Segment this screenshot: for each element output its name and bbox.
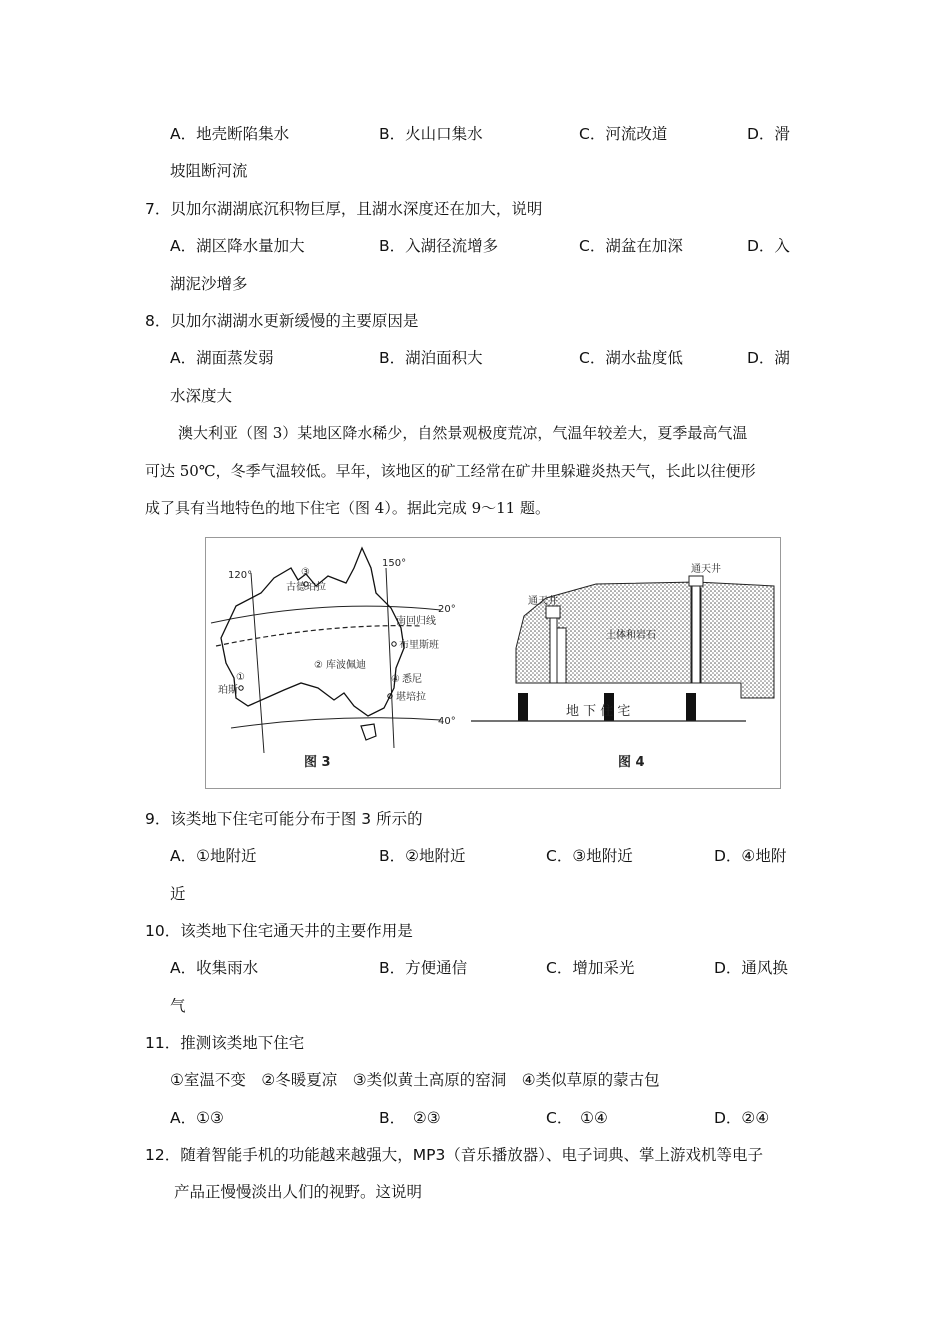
- meridian-150: [386, 568, 394, 748]
- pillar-3: [686, 693, 696, 721]
- q10-option-wrap: 气: [170, 997, 186, 1015]
- label-lon-150: 150°: [382, 558, 407, 569]
- q6-option-a: A．地壳断陷集水: [170, 125, 290, 143]
- q12-stem-wrap: 产品正慢慢淡出人们的视野。这说明: [174, 1183, 423, 1201]
- label-place-5: 堪培拉: [396, 692, 426, 703]
- q8-option-wrap: 水深度大: [170, 387, 233, 405]
- q11-items: ①室温不变 ②冬暖夏凉 ③类似黄土高原的窑洞 ④类似草原的蒙古包: [170, 1071, 660, 1089]
- q8-option-a: A．湖面蒸发弱: [170, 349, 274, 367]
- shaft-left-cap: [546, 606, 560, 618]
- passage-line-2: 可达 50℃，冬季气温较低。早年，该地区的矿工经常在矿井里躲避炎热天气，长此以往便形: [145, 462, 756, 480]
- q7-stem: 7．贝加尔湖湖底沉积物巨厚，且湖水深度还在加大，说明: [145, 200, 543, 218]
- q8-stem: 8．贝加尔湖湖水更新缓慢的主要原因是: [145, 312, 419, 330]
- label-place-2: 库波佩迪: [326, 660, 366, 671]
- label-rock: 土体和岩石: [606, 630, 656, 641]
- tropic-line: [216, 626, 421, 646]
- label-tropic: 南回归线: [396, 616, 436, 627]
- q10-option-d: D．通风换: [714, 959, 788, 977]
- pillar-1: [518, 693, 528, 721]
- q11-option-a: A．①③: [170, 1109, 224, 1127]
- q11-stem: 11．推测该类地下住宅: [145, 1034, 305, 1052]
- q7-option-a: A．湖区降水量加大: [170, 237, 305, 255]
- label-lat-40: 40°: [438, 716, 456, 727]
- label-place-1: 古德珀拉: [286, 582, 326, 593]
- q11-option-b: B． ②③: [379, 1109, 441, 1127]
- meridian-120: [251, 573, 264, 753]
- q6-option-c: C．河流改道: [579, 125, 668, 143]
- tasmania-outline: [361, 724, 376, 740]
- q8-option-b: B．湖泊面积大: [379, 349, 483, 367]
- marker-2: ②: [314, 660, 323, 671]
- label-place-6: 珀斯: [218, 685, 238, 696]
- q6-option-b: B．火山口集水: [379, 125, 483, 143]
- q7-option-b: B．入湖径流增多: [379, 237, 499, 255]
- label-place-3: 布里斯班: [399, 640, 439, 651]
- caption-fig3: 图 3: [304, 755, 331, 770]
- q6-option-d: D．滑: [747, 125, 790, 143]
- q9-option-d: D．④地附: [714, 847, 787, 865]
- marker-1: ①: [236, 672, 245, 683]
- q11-option-c: C． ①④: [546, 1109, 608, 1127]
- q8-option-d: D．湖: [747, 349, 790, 367]
- q10-option-c: C．增加采光: [546, 959, 635, 977]
- q10-stem: 10．该类地下住宅通天井的主要作用是: [145, 922, 413, 940]
- dot-place-6: [239, 686, 243, 690]
- passage-line-1: 澳大利亚（图 3）某地区降水稀少，自然景观极度荒凉，气温年较差大，夏季最高气温: [178, 424, 748, 442]
- q9-option-c: C．③地附近: [546, 847, 633, 865]
- shaft-right: [692, 586, 700, 683]
- label-shaft-left: 通天井: [528, 596, 558, 607]
- dot-place-3: [392, 642, 396, 646]
- q10-option-b: B．方便通信: [379, 959, 468, 977]
- label-lat-20: 20°: [438, 604, 456, 615]
- q12-stem: 12．随着智能手机的功能越来越强大，MP3（音乐播放器）、电子词典、掌上游戏机等电子: [145, 1146, 764, 1164]
- q11-option-d: D．②④: [714, 1109, 770, 1127]
- q9-option-wrap: 近: [170, 885, 186, 903]
- australia-map: [211, 548, 456, 770]
- marker-3: ③: [301, 567, 310, 578]
- q7-option-wrap: 湖泥沙增多: [170, 275, 248, 293]
- q7-option-c: C．湖盆在加深: [579, 237, 683, 255]
- q8-option-c: C．湖水盐度低: [579, 349, 683, 367]
- q9-stem: 9．该类地下住宅可能分布于图 3 所示的: [145, 810, 423, 828]
- shaft-left: [550, 618, 557, 683]
- marker-4: ④: [391, 674, 400, 685]
- label-shaft-right: 通天井: [691, 564, 721, 575]
- caption-fig4: 图 4: [618, 755, 645, 770]
- label-place-4: 悉尼: [402, 674, 422, 685]
- q6-option-wrap: 坡阻断河流: [170, 162, 248, 180]
- figure-svg: [206, 538, 780, 788]
- underground-house: [471, 562, 774, 770]
- label-home: 地 下 住 宅: [566, 704, 631, 719]
- figure-maps: [205, 537, 781, 789]
- shaft-right-cap: [689, 576, 703, 586]
- q7-option-d: D．入: [747, 237, 790, 255]
- q9-option-b: B．②地附近: [379, 847, 466, 865]
- q10-option-a: A．收集雨水: [170, 959, 259, 977]
- q9-option-a: A．①地附近: [170, 847, 257, 865]
- label-lon-120: 120°: [228, 570, 253, 581]
- passage-line-3: 成了具有当地特色的地下住宅（图 4）。据此完成 9～11 题。: [145, 499, 550, 517]
